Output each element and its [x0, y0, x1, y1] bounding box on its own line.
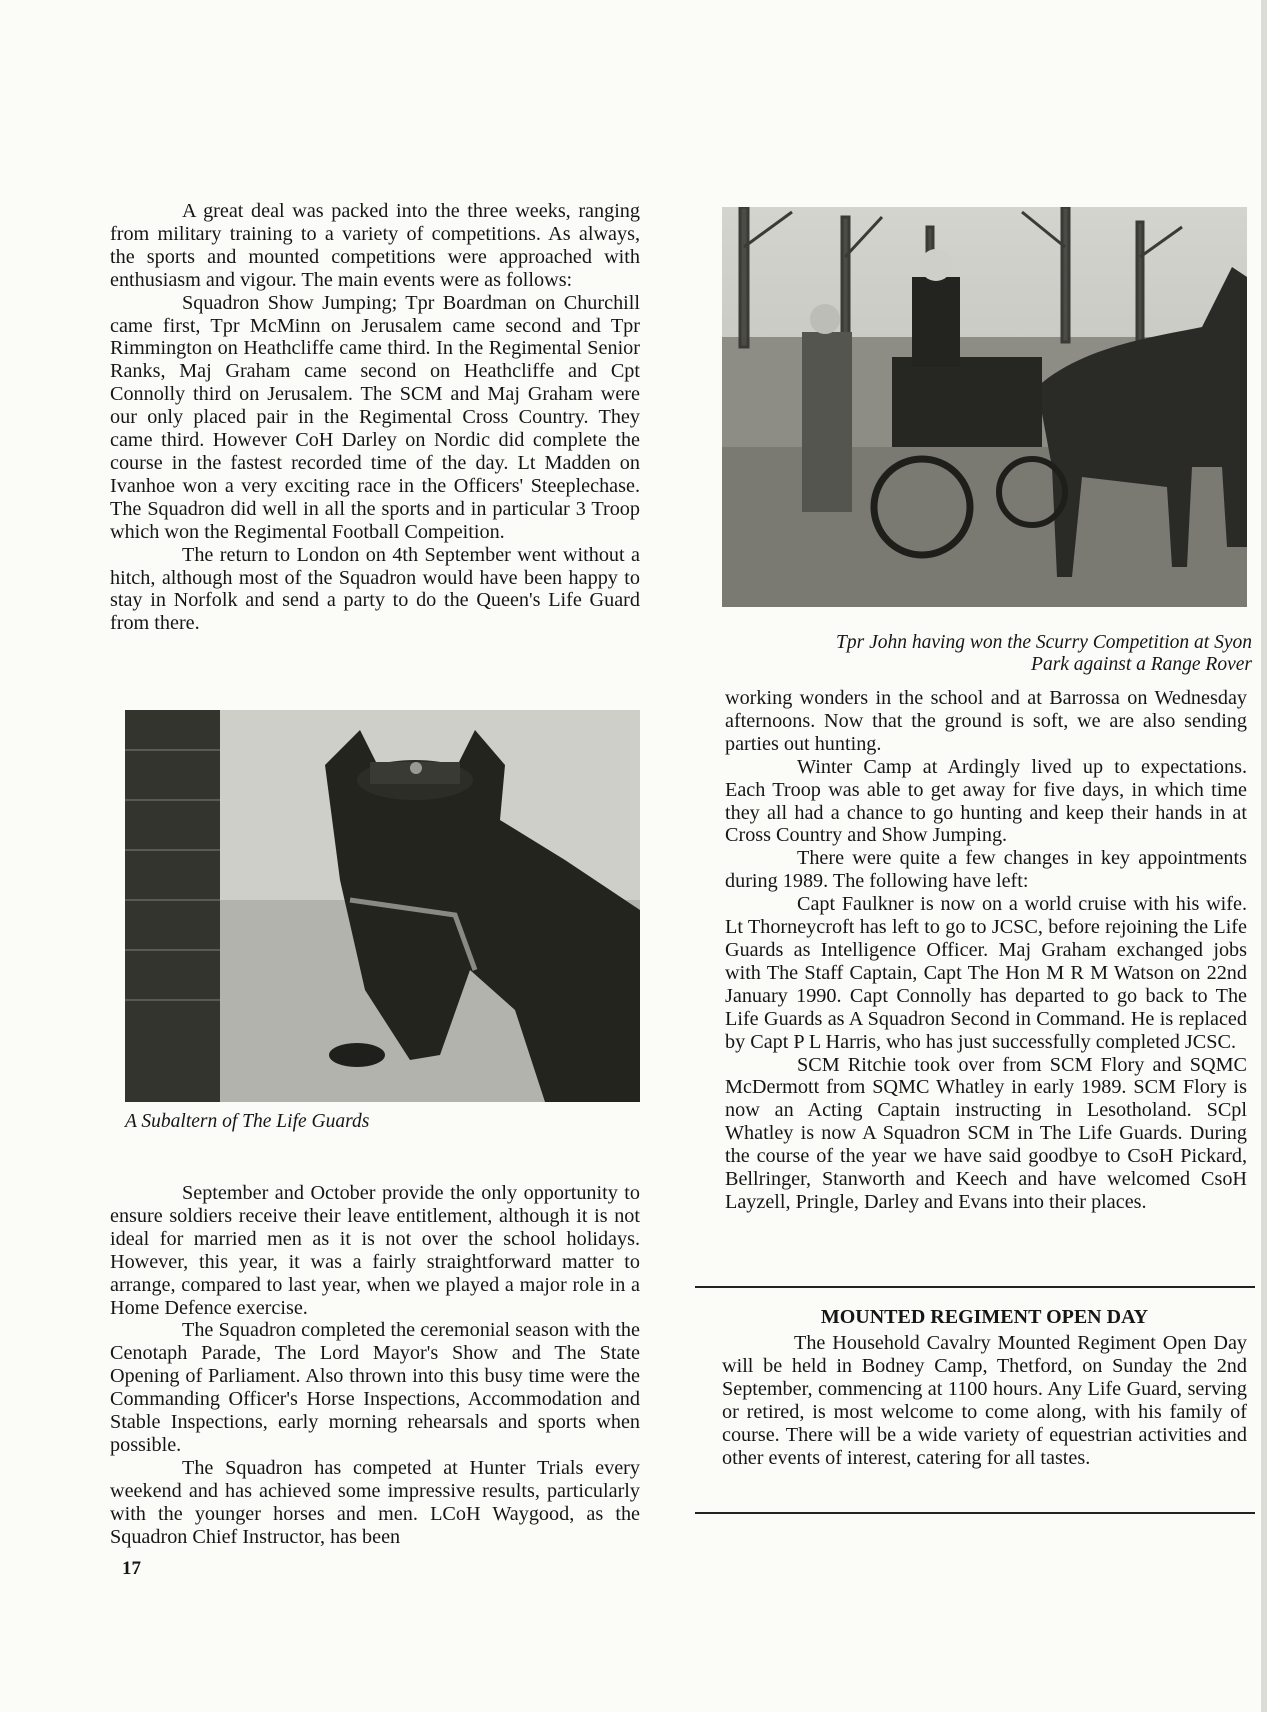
paragraph: Capt Faulkner is now on a world cruise with his wife. Lt Thorneycroft has left to go to JCSC, before rejoining the Life Guards as Intelligence Officer. Maj Graham exchanged jobs with The Staff Captain, Capt The Hon M R M Watson on 22nd January 1990. Capt Connolly has departed to go back to The Life Guards as A Squadron Second in Command. He is replaced by Capt P L Harris, who has just successfully completed JCSC. [725, 893, 1247, 1053]
paragraph: The return to London on 4th September went without a hitch, although most of the Squadron would have been happy to stay in Norfolk and send a party to do the Queen's Life Guard from there. [110, 543, 640, 635]
paragraph: The Squadron has competed at Hunter Trials every weekend and has achieved some impressive results, particularly with the younger horses and men. LCoH Waygood, as the Squadron Chief Instructor, has been [110, 1456, 640, 1548]
page-number: 17 [122, 1558, 141, 1579]
page-edge-shadow [1261, 0, 1267, 1712]
horse-photo-illustration [125, 710, 640, 1102]
article-column-right [725, 687, 1247, 1214]
paragraph: Squadron Show Jumping; Tpr Boardman on Churchill came first, Tpr McMinn on Jerusalem came second and Tpr Rimmington on Heathcliffe came third. In the Regimental Senior Ranks, Maj Graham came second on Heathcliffe and Cpt Connolly third on Jerusalem. The SCM and Maj Graham were our only placed pair in the Regimental Cross Country. They came third. However CoH Darley on Nordic did complete the course in the fastest recorded time of the day. Lt Madden on Ivanhoe won a very exciting race in the Officers' Steeplechase. The Squadron did well in all the sports and in particular 3 Troop which won the Regimental Football Compeition. [110, 291, 640, 543]
notice-body: The Household Cavalry Mounted Regiment Open Day will be held in Bodney Camp, Thetford, on Sunday the 2nd September, commencing at 1100 hours. Any Life Guard, serving or retired, is most welcome to come along, with his family of course. There will be a wide variety of equestrian activities and other events of interest, catering for all tastes. [722, 1332, 1247, 1469]
carriage-photo [722, 207, 1247, 607]
notice-heading: MOUNTED REGIMENT OPEN DAY [820, 1306, 1149, 1328]
paragraph: The Squadron completed the ceremonial season with the Cenotaph Parade, The Lord Mayor's Show and The State Opening of Parliament. Also thrown into this busy time were the Commanding Officer's Horse Inspections, Accommodation and Stable Inspections, early morning rehearsals and sports when possible. [110, 1319, 640, 1456]
article-column-left-bottom [110, 1182, 640, 1549]
carriage-photo-illustration [722, 207, 1247, 607]
paragraph: Winter Camp at Ardingly lived up to expectations. Each Troop was able to get away for five days, in which time they all had a chance to go hunting and keep their hands in at Cross Country and Show Jumping. [725, 755, 1247, 847]
divider-rule-bottom [695, 1512, 1255, 1514]
carriage-photo-caption: Tpr John having won the Scurry Competition at Syon Park against a Range Rover [836, 632, 1252, 675]
horse-photo [125, 710, 640, 1102]
paragraph: working wonders in the school and at Barrossa on Wednesday afternoons. Now that the ground is soft, we are also sending parties out hunting. [725, 687, 1247, 755]
paragraph: There were quite a few changes in key appointments during 1989. The following have left: [725, 847, 1247, 893]
paragraph: A great deal was packed into the three weeks, ranging from military training to a variety of competitions. As always, the sports and mounted competitions were approached with enthusiasm and vigour. The main events were as follows: [110, 200, 640, 291]
article-column-left-top [110, 200, 640, 635]
divider-rule-top [695, 1286, 1255, 1288]
paragraph: SCM Ritchie took over from SCM Flory and SQMC McDermott from SQMC Whatley in early 1989. SCM Flory is now an Acting Captain instructing in Lesotholand. SCpl Whatley is now A Squadron SCM in The Life Guards. During the course of the year we have said goodbye to CsoH Pickard, Bellringer, Stanworth and Keech and have welcomed CsoH Layzell, Pringle, Darley and Evans into their places. [725, 1053, 1247, 1213]
notice-body-column [722, 1332, 1247, 1469]
horse-photo-caption: A Subaltern of The Life Guards [125, 1111, 370, 1132]
paragraph: September and October provide the only opportunity to ensure soldiers receive their leave entitlement, although it is not ideal for married men as it is not over the school holidays. However, this year, it was a fairly straightforward matter to arrange, compared to last year, when we played a major role in a Home Defence exercise. [110, 1182, 640, 1319]
